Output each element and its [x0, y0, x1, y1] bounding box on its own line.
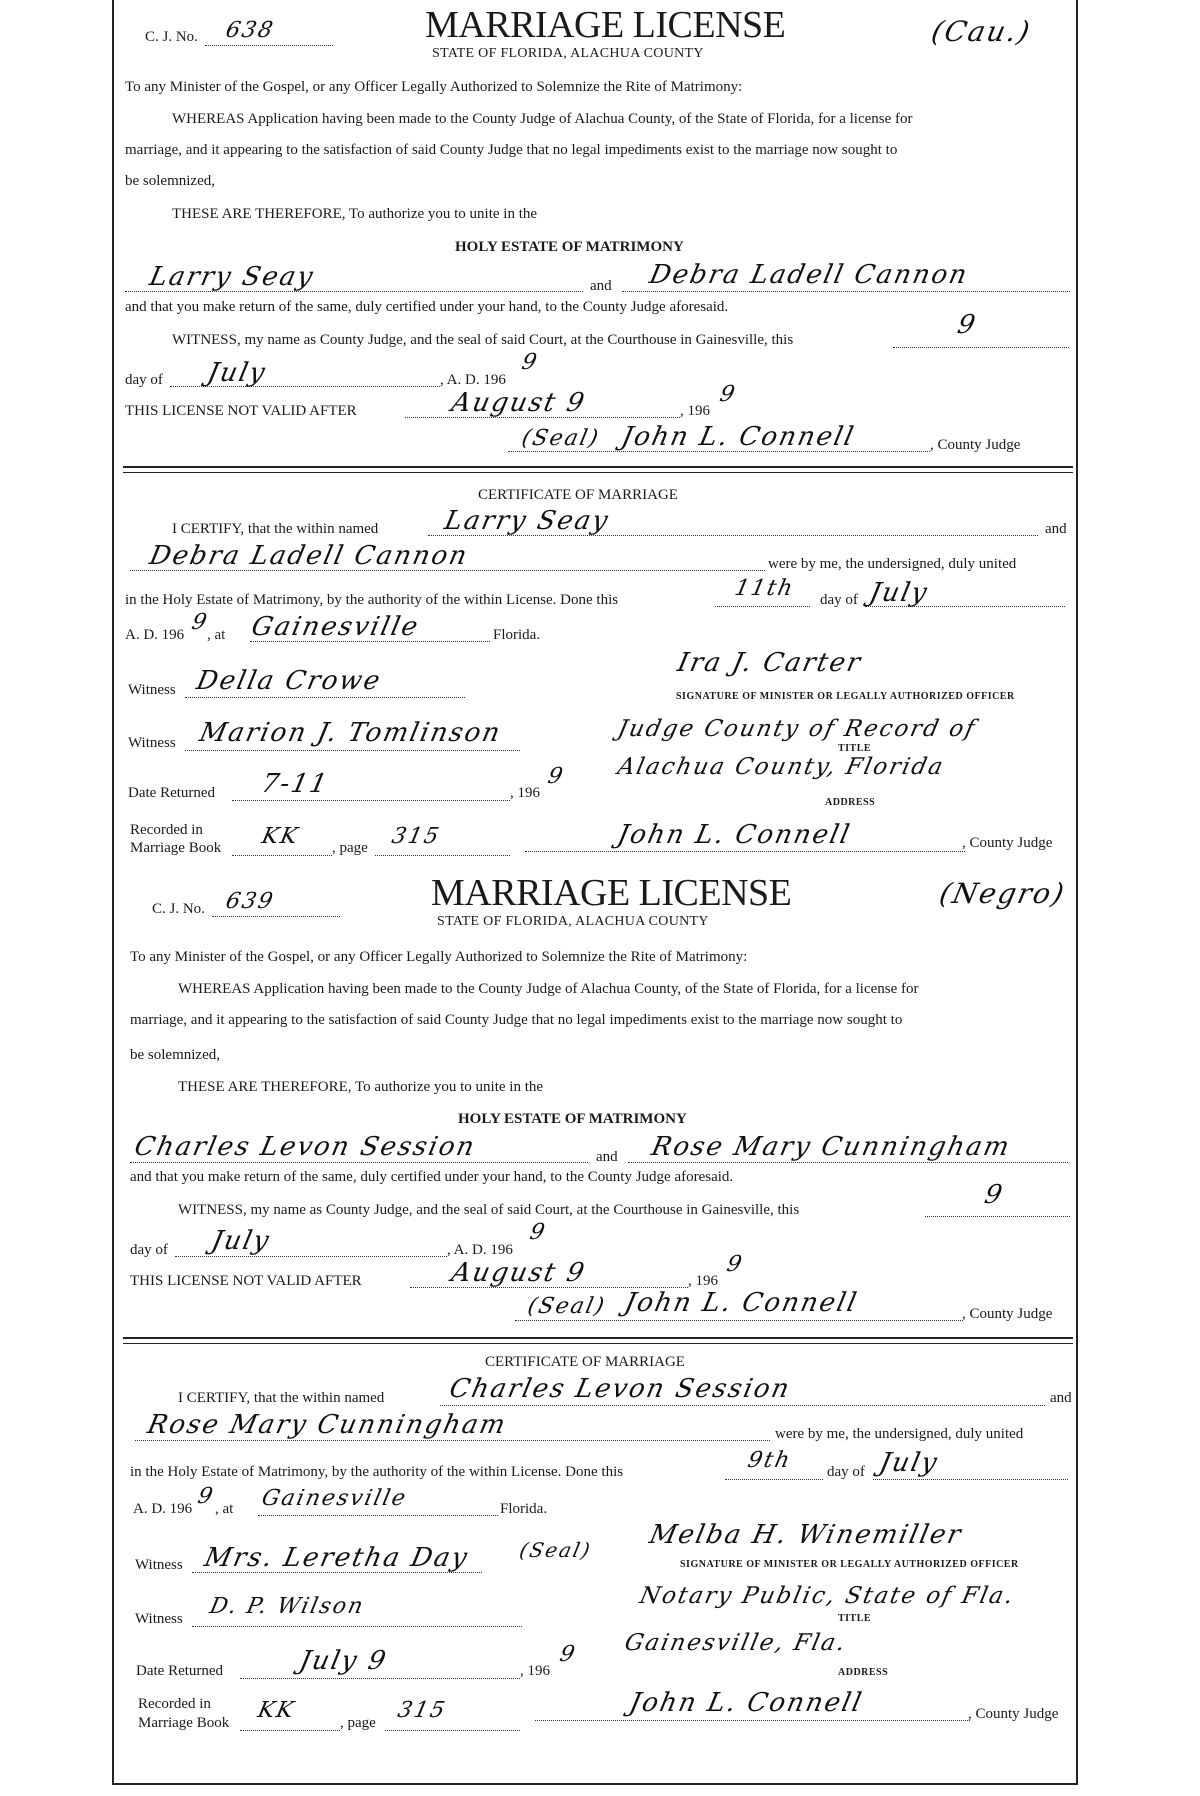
therefore-line: THESE ARE THEREFORE, To authorize you to unite in the — [172, 206, 538, 222]
place-value: Gainesville — [259, 1486, 410, 1511]
recorder-line — [535, 1720, 970, 1721]
date-returned-value: 7-11 — [258, 769, 332, 799]
cj-number-label: C. J. No. — [152, 901, 205, 917]
witness-day-value: 9 — [954, 310, 980, 340]
returned-year-label: , 196 — [510, 785, 540, 801]
month-value: July — [204, 358, 270, 388]
florida-label: Florida. — [493, 627, 541, 643]
book-line — [232, 855, 332, 856]
officer-address: Gainesville, Fla. — [622, 1630, 850, 1656]
ad-196-label: A. D. 196 — [133, 1501, 193, 1517]
not-valid-label: THIS LICENSE NOT VALID AFTER — [130, 1273, 362, 1289]
whereas-line-2: marriage, and it appearing to the satisfaction of said County Judge that no legal impediments exist to the marriage now sought to — [125, 142, 898, 158]
date-returned-line — [232, 800, 510, 801]
cert-bride-name: Rose Mary Cunningham — [144, 1410, 510, 1440]
witness2-label: Witness — [128, 735, 176, 751]
section-divider — [123, 1337, 1073, 1344]
groom-name: Charles Levon Session — [131, 1132, 479, 1162]
witness1-line — [185, 697, 465, 698]
holy-estate-line: in the Holy Estate of Matrimony, by the authority of the within License. Done this — [130, 1464, 624, 1480]
marriage-book-label: Marriage Book — [138, 1715, 230, 1731]
county-judge-label: , County Judge — [962, 1306, 1053, 1322]
bride-name: Rose Mary Cunningham — [648, 1132, 1014, 1162]
book-value: KK — [255, 1698, 298, 1723]
at-label: , at — [215, 1501, 234, 1517]
judge-signature: John L. Connell — [621, 1288, 861, 1318]
not-valid-after-value: August 9 — [448, 388, 589, 418]
returned-year-value: 9 — [545, 764, 567, 789]
cert-and-label: and — [1050, 1390, 1072, 1406]
done-year-value: 9 — [189, 610, 211, 635]
i-certify-label: I CERTIFY, that the within named — [172, 521, 379, 537]
whereas-line-3: be solemnized, — [130, 1047, 220, 1063]
cj-number-label: C. J. No. — [145, 29, 198, 45]
done-day-line — [725, 1479, 823, 1480]
cert-bride-name: Debra Ladell Cannon — [146, 541, 472, 571]
witness-county-judge-line: WITNESS, my name as County Judge, and the seal of said Court, at the Courthouse in Gainesville, this — [178, 1202, 800, 1218]
officer-signature: Ira J. Carter — [674, 648, 865, 678]
not-valid-label: THIS LICENSE NOT VALID AFTER — [125, 403, 357, 419]
ad-label: , A. D. 196 — [447, 1242, 513, 1258]
date-returned-line — [240, 1678, 520, 1679]
license-title: MARRIAGE LICENSE — [431, 872, 792, 914]
holy-estate-line: in the Holy Estate of Matrimony, by the authority of the within License. Done this — [125, 592, 619, 608]
witness2-line — [185, 750, 520, 751]
done-year-value: 9 — [195, 1484, 217, 1509]
certificate-title: CERTIFICATE OF MARRIAGE — [478, 487, 678, 503]
book-value: KK — [259, 824, 302, 849]
judge-signature: John L. Connell — [618, 422, 858, 452]
day-of-label: day of — [130, 1242, 168, 1258]
witness2-line — [192, 1626, 522, 1627]
day-of-label: day of — [125, 372, 163, 388]
florida-label: Florida. — [500, 1501, 548, 1517]
month-line — [175, 1256, 447, 1257]
groom-line — [130, 1162, 588, 1163]
witness1-name: Della Crowe — [193, 666, 385, 696]
whereas-line-2: marriage, and it appearing to the satisfaction of said County Judge that no legal impediments exist to the marriage now sought to — [130, 1012, 903, 1028]
ad-label: , A. D. 196 — [440, 372, 506, 388]
date-returned-label: Date Returned — [136, 1663, 224, 1679]
page-label: , page — [332, 840, 368, 856]
returned-year-value: 9 — [557, 1642, 579, 1667]
recorded-in-label: Recorded in — [130, 822, 203, 838]
done-month-line — [873, 1479, 1068, 1480]
page-label: , page — [340, 1715, 376, 1731]
date-returned-value: July 9 — [296, 1646, 391, 1676]
license-subtitle: STATE OF FLORIDA, ALACHUA COUNTY — [432, 46, 704, 61]
witness-day-value: 9 — [981, 1180, 1007, 1210]
witness1-label: Witness — [135, 1557, 183, 1573]
done-day-value: 9th — [745, 1448, 794, 1473]
recorder-county-judge-label: , County Judge — [968, 1706, 1059, 1722]
recorder-county-judge-label: , County Judge — [962, 835, 1053, 851]
groom-name: Larry Seay — [146, 262, 318, 292]
whereas-line-1: WHEREAS Application having been made to the County Judge of Alachua County, of the State of Florida, for a license for — [172, 111, 913, 127]
page-value: 315 — [389, 824, 443, 849]
witness-day-line — [925, 1216, 1070, 1217]
cj-number-value: 639 — [223, 889, 277, 914]
year-digit: 9 — [519, 350, 541, 375]
marriage-book-label: Marriage Book — [130, 840, 222, 856]
and-label: and — [596, 1149, 618, 1165]
license-title: MARRIAGE LICENSE — [425, 4, 786, 46]
united-label: were by me, the undersigned, duly united — [775, 1426, 1024, 1442]
not-valid-after-value: August 9 — [448, 1258, 589, 1288]
i-certify-label: I CERTIFY, that the within named — [178, 1390, 385, 1406]
done-month-value: July — [866, 578, 932, 608]
year-digit: 9 — [527, 1220, 549, 1245]
done-month-value: July — [876, 1448, 942, 1478]
witness-county-judge-line: WITNESS, my name as County Judge, and the seal of said Court, at the Courthouse in Gainesville, this — [172, 332, 794, 348]
bride-line — [622, 291, 1070, 292]
not-valid-year-label: , 196 — [688, 1273, 718, 1289]
address-line: To any Minister of the Gospel, or any Officer Legally Authorized to Solemnize the Rite of Matrimony: — [125, 79, 743, 95]
officer-address: Alachua County, Florida — [615, 754, 947, 780]
witness1-note: (Seal) — [517, 1538, 595, 1562]
at-label: , at — [207, 627, 226, 643]
judge-signature-line — [515, 1320, 963, 1321]
not-valid-year-label: , 196 — [680, 403, 710, 419]
recorder-line — [525, 851, 965, 852]
signature-label: SIGNATURE OF MINISTER OR LEGALLY AUTHORIZED OFFICER — [680, 1559, 1019, 1570]
month-value: July — [208, 1226, 274, 1256]
recorded-in-label: Recorded in — [138, 1696, 211, 1712]
certificate-title: CERTIFICATE OF MARRIAGE — [485, 1354, 685, 1370]
seal-note: (Seal) — [525, 1294, 609, 1319]
cert-groom-name: Larry Seay — [441, 506, 613, 536]
holy-estate-heading: HOLY ESTATE OF MATRIMONY — [458, 1111, 687, 1127]
whereas-line-1: WHEREAS Application having been made to the County Judge of Alachua County, of the State of Florida, for a license for — [178, 981, 919, 997]
witness1-name: Mrs. Leretha Day — [201, 1543, 472, 1573]
witness2-label: Witness — [135, 1611, 183, 1627]
witness2-name: Marion J. Tomlinson — [196, 718, 505, 748]
title-label: TITLE — [838, 743, 872, 754]
witness2-name: D. P. Wilson — [207, 1594, 367, 1619]
whereas-line-3: be solemnized, — [125, 173, 215, 189]
page-value: 315 — [395, 1698, 449, 1723]
page-line — [375, 855, 510, 856]
address-label: ADDRESS — [838, 1667, 889, 1678]
done-day-line — [715, 606, 810, 607]
page-line — [385, 1730, 520, 1731]
cj-number-line — [205, 45, 333, 46]
cert-and-label: and — [1045, 521, 1067, 537]
officer-title: Notary Public, State of Fla. — [637, 1583, 1018, 1609]
seal-note: (Seal) — [519, 426, 603, 451]
return-line: and that you make return of the same, duly certified under your hand, to the County Judge aforesaid. — [125, 299, 729, 315]
and-label: and — [590, 278, 612, 294]
officer-signature: Melba H. Winemiller — [646, 1520, 966, 1550]
holy-estate-heading: HOLY ESTATE OF MATRIMONY — [455, 239, 684, 255]
date-returned-label: Date Returned — [128, 785, 216, 801]
bride-line — [628, 1162, 1068, 1163]
witness-day-line — [893, 347, 1069, 348]
cert-groom-name: Charles Levon Session — [446, 1374, 794, 1404]
race-note: (Cau.) — [928, 15, 1035, 48]
cj-number-value: 638 — [223, 18, 277, 43]
cert-bride-line — [135, 1440, 770, 1441]
address-label: ADDRESS — [825, 797, 876, 808]
returned-year-label: , 196 — [520, 1663, 550, 1679]
officer-title: Judge County of Record of — [615, 716, 979, 742]
bride-name: Debra Ladell Cannon — [646, 260, 972, 290]
place-value: Gainesville — [248, 612, 423, 642]
book-line — [240, 1730, 340, 1731]
signature-label: SIGNATURE OF MINISTER OR LEGALLY AUTHORIZED OFFICER — [676, 691, 1015, 702]
not-valid-year-value: 9 — [724, 1252, 746, 1277]
title-label: TITLE — [838, 1613, 872, 1624]
place-line — [258, 1515, 498, 1516]
recorder-signature: John L. Connell — [614, 820, 854, 850]
done-day-value: 11th — [732, 576, 797, 601]
ad-196-label: A. D. 196 — [125, 627, 185, 643]
done-day-of-label: day of — [820, 592, 858, 608]
return-line: and that you make return of the same, duly certified under your hand, to the County Judge aforesaid. — [130, 1169, 734, 1185]
license-subtitle: STATE OF FLORIDA, ALACHUA COUNTY — [437, 914, 709, 929]
section-divider — [123, 466, 1073, 473]
not-valid-year-value: 9 — [717, 382, 739, 407]
cj-number-line — [212, 916, 340, 917]
done-day-of-label: day of — [827, 1464, 865, 1480]
judge-signature-line — [508, 451, 930, 452]
recorder-signature: John L. Connell — [626, 1688, 866, 1718]
cert-groom-line — [440, 1405, 1045, 1406]
race-note: (Negro) — [936, 877, 1069, 910]
therefore-line: THESE ARE THEREFORE, To authorize you to unite in the — [178, 1079, 544, 1095]
witness1-label: Witness — [128, 682, 176, 698]
address-line: To any Minister of the Gospel, or any Officer Legally Authorized to Solemnize the Rite of Matrimony: — [130, 949, 748, 965]
united-label: were by me, the undersigned, duly united — [768, 556, 1017, 572]
county-judge-label: , County Judge — [930, 437, 1021, 453]
